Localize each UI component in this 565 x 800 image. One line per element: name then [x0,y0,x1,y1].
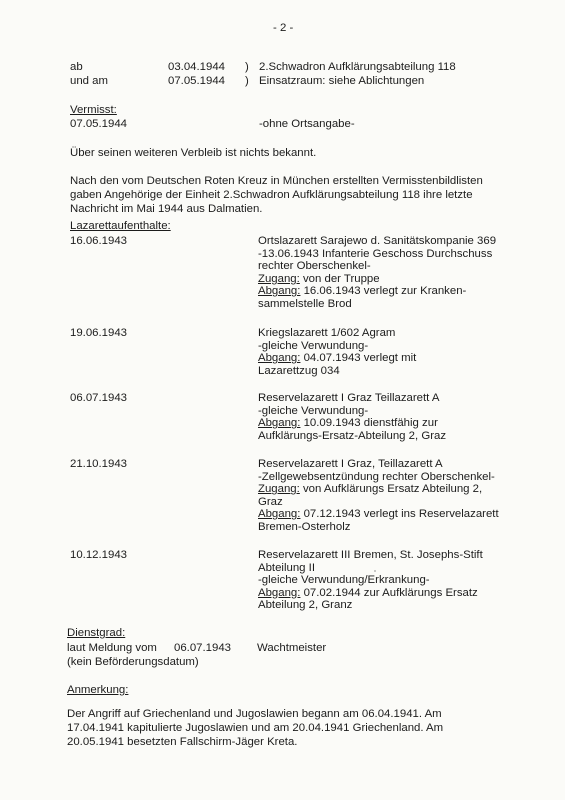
detail-line: Aufklärungs-Ersatz-Abteilung 2, Graz [258,429,447,442]
page-number: - 2 - [273,22,294,34]
remark-line-1: Der Angriff auf Griechenland und Jugoslawien begann am 06.04.1941. Am [67,708,442,720]
detail-line: sammelstelle Brod [258,297,352,310]
rank-report-label: laut Meldung vom [67,642,157,654]
missing-heading: Vermisst: [70,104,117,116]
service-row-2-date: 07.05.1944 [168,75,226,87]
paragraph-no-information: Über seinen weiteren Verbleib ist nichts bekannt. [70,147,317,159]
zugang-text: von Aufklärungs Ersatz Abteilung 2, [299,483,483,496]
rank-note: (kein Beförderungsdatum) [67,656,199,668]
hospital-entry-2-details [258,327,558,377]
detail-line: -gleiche Verwundung- [258,404,369,417]
detail-line: -gleiche Verwundung/Erkrankung- [258,574,430,587]
detail-line [258,587,558,600]
hospital-entry-5-date: 10.12.1943 [70,549,128,561]
missing-date: 07.05.1944 [70,118,128,130]
abgang-text: 10.09.1943 dienstfähig zur [300,417,438,430]
rank-value: Wachtmeister [257,642,327,654]
hospital-entry-3-details [258,392,558,442]
detail-line [258,273,558,286]
hospital-entry-3-date: 06.07.1943 [70,392,128,404]
hospital-entry-1-details [258,235,558,311]
zugang-label: Zugang: [258,272,300,285]
hospital-entry-4-date: 21.10.1943 [70,458,128,470]
hospital-entry-4-details [258,458,558,534]
detail-line: rechter Oberschenkel- [258,260,371,273]
abgang-text: 07.12.1943 verlegt ins Reservelazarett [300,508,499,521]
service-row-1-label: ab [70,61,83,73]
detail-line: Reservelazarett I Graz Teillazarett A [258,392,440,404]
abgang-label: Abgang: [258,508,301,521]
zugang-label: Zugang: [258,483,300,496]
remark-line-3: 20.05.1941 besetzten Fallschirm-Jäger Kreta. [67,736,298,748]
service-row-1-date: 03.04.1944 [168,61,226,73]
remark-line-2: 17.04.1941 kapitulierte Jugoslawien und am 20.04.1941 Griechenland. Am [67,722,444,734]
paragraph-drk-line-3: Nachricht im Mai 1944 aus Dalmatien. [70,203,263,215]
detail-line: Reservelazarett III Bremen, St. Josephs-Stift [258,549,483,561]
detail-line: Kriegslazarett 1/602 Agram [258,327,396,339]
abgang-label: Abgang: [258,417,301,430]
abgang-text: 04.07.1943 verlegt mit [300,352,417,365]
abgang-text: 16.06.1943 verlegt zur Kranken- [300,285,467,298]
detail-line [258,417,558,430]
abgang-label: Abgang: [258,586,301,599]
rank-report-date: 06.07.1943 [174,642,232,654]
hospital-heading: Lazarettaufenthalte: [70,220,171,232]
detail-line: Ortslazarett Sarajewo d. Sanitätskompanie 369 [258,235,497,247]
abgang-label: Abgang: [258,352,301,365]
detail-line: -13.06.1943 Infanterie Geschoss Durchschuss [258,247,493,260]
abgang-text: 07.02.1944 zur Aufklärungs Ersatz [300,586,478,599]
detail-line: -gleiche Verwundung- [258,339,369,352]
missing-place: -ohne Ortsangabe- [259,118,355,130]
service-row-2-text: Einsatzraum: siehe Ablichtungen [259,75,425,87]
detail-line: Graz [258,495,283,508]
service-row-1-bracket: ) [245,61,249,73]
service-row-2-label: und am [70,75,108,87]
detail-line: -Zellgewebsentzündung rechter Oberschenkel- [258,470,495,483]
detail-line [258,352,558,365]
detail-line [258,483,558,496]
detail-line: Abteilung II [258,561,315,574]
hospital-entry-2-date: 19.06.1943 [70,327,128,339]
zugang-text: von der Truppe [299,272,380,285]
detail-line: Abteilung 2, Granz [258,599,353,612]
scan-speck [374,570,376,572]
detail-line: Reservelazarett I Graz, Teillazarett A [258,458,443,470]
paragraph-drk-line-1: Nach den vom Deutschen Roten Kreuz in München erstellten Vermisstenbildlisten [70,175,483,187]
detail-line: Lazarettzug 034 [258,364,340,377]
detail-line [258,285,558,298]
hospital-entry-5-details [258,549,558,612]
abgang-label: Abgang: [258,285,301,298]
service-row-1-text: 2.Schwadron Aufklärungsabteilung 118 [259,61,456,73]
hospital-entry-1-date: 16.06.1943 [70,235,128,247]
paragraph-drk-line-2: gaben Angehörige der Einheit 2.Schwadron Aufklärungsabteilung 118 ihre letzte [70,189,473,201]
service-row-2-bracket: ) [245,75,249,87]
detail-line: Bremen-Osterholz [258,520,351,533]
rank-heading: Dienstgrad: [67,627,126,639]
remark-heading: Anmerkung: [67,684,129,696]
detail-line [258,508,558,521]
